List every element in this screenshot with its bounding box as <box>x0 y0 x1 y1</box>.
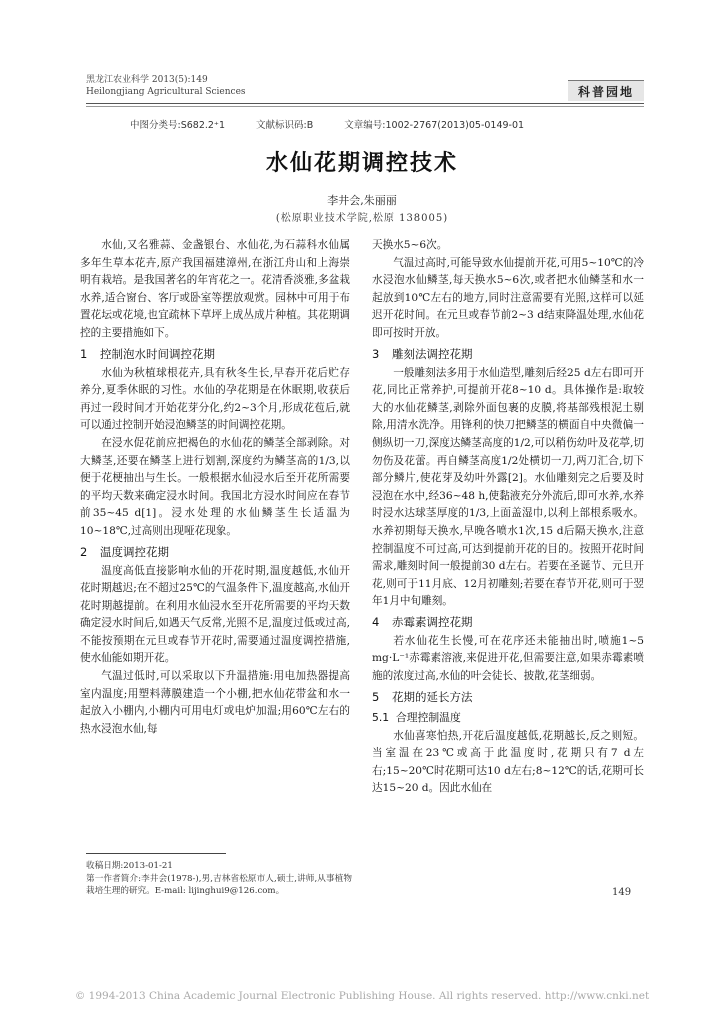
footnote-rule <box>86 853 226 854</box>
article-title: 水仙花期调控技术 <box>265 151 458 176</box>
authors: 李井会,朱丽丽 <box>327 194 397 207</box>
paragraph: 若水仙花生长慢,可在花序还未能抽出时,喷施1~5 mg·L⁻¹赤霉素溶液,来促进开花,但需要注意,如果赤霉素喷施的浓度过高,水仙的叶会徒长、披散,花茎细弱。 <box>372 634 644 683</box>
paragraph: 水仙为秋植球根花卉,具有秋冬生长,早春开花后贮存养分,夏季休眠的习性。水仙的孕花期是在休眠期,收获后再过一段时间才开始花芽分化,约2~3个月,形成花苞后,就可以通过控制开始浸泡鳞茎的时间调控花期。 <box>80 366 350 432</box>
section-number: 2 <box>80 544 88 559</box>
paragraph: 在浸水促花前应把褐色的水仙花的鳞茎全部剥除。对大鳞茎,还要在鳞茎上进行划割,深度约为鳞茎高的1/3,以便于花梗抽出与生长。一般根据水仙浸水后至开花所需要的平均天数来确定浸水时间。我国北方浸水时间应在春节前35~45 d[1]。浸水处理的水仙鳞茎生长适温为10~18℃,过高则出现哑花现象。 <box>80 436 350 537</box>
paragraph: 一般雕刻法多用于水仙造型,雕刻后经25 d左右即可开花,同比正常养护,可提前开花8~10 d。具体操作是:取较大的水仙花鳞茎,剥除外面包裹的皮膜,将基部残根泥土剔除,用清水洗净。用锋利的快刀把鳞茎的横面自中央微偏一侧纵切一刀,深度达鳞茎高度的1/2,可以稍伤幼叶及花葶,切勿伤及花蕾。再自鳞茎高度1/2处横切一刀,两刀汇合,切下部分鳞片,使花芽及幼叶外露[2]。水仙雕刻完之后要及时浸泡在水中,经36~48 h,使黏液充分外流后,即可水养,水养时浸水达球茎厚度的1/3,上面盖湿巾,以利上部根系吸水。水养初期每天换水,早晚各喷水1次,15 d后隔天换水,注意控制温度不可过高,可达到提前开花的目的。按照开花时间需求,雕刻时间一般提前30 d左右。若要在圣诞节、元旦开花,则可于11月底、12月初雕刻;若要在春节开花,则可于翌年1月中旬雕刻。 <box>372 366 644 608</box>
author-info: 第一作者简介:李井会(1978-),男,吉林省松原市人,硕士,讲师,从事植物栽培生理的研究。E-mail: lijinghui9@126.com。 <box>86 873 352 896</box>
subsection-title: 合理控制温度 <box>396 710 461 724</box>
section-tag: 科普园地 <box>568 80 644 101</box>
page-number: 149 <box>612 887 632 898</box>
paragraph-continued: 天换水5~6次。 <box>372 239 448 251</box>
section-heading-2 <box>80 541 350 563</box>
left-column <box>80 237 350 738</box>
intro-paragraph: 水仙,又名雅蒜、金盏银台、水仙花,为石蒜科水仙属多年生草本花卉,原产我国福建漳州,在浙江舟山和上海崇明有栽培。是我国著名的年宵花之一。花清香淡雅,多盆栽水养,适合窗台、客厅或卧室等摆放观赏。园林中可用于布置花坛或花境,也宜疏林下草坪上成丛成片种植。其花期调控的主要措施如下。 <box>80 239 350 339</box>
section-number: 1 <box>80 346 88 361</box>
section-number: 4 <box>372 614 380 629</box>
received-date: 收稿日期:2013-01-21 <box>86 861 173 871</box>
classification-line <box>130 117 552 131</box>
document-code: 文献标识码:B <box>256 120 314 131</box>
clc-number: 中图分类号:S682.2⁺1 <box>130 120 225 131</box>
copyright-watermark: © 1994-2013 China Academic Journal Electronic Publishing House. All rights reserved. http://www.cnki.net <box>74 990 650 1002</box>
section-title: 控制泡水时间调控花期 <box>100 346 215 361</box>
right-column <box>372 237 644 798</box>
paragraph: 水仙喜寒怕热,开花后温度越低,花期越长,反之则短。当室温在23℃或高于此温度时,花期只有7 d左右;15~20℃时花期可达10 d左右;8~12℃的话,花期可长达15~20 d。因此水仙在 <box>372 729 644 795</box>
section-heading-3 <box>372 343 644 365</box>
subsection-heading-5-1 <box>372 708 644 728</box>
section-title: 赤霉素调控花期 <box>392 614 473 629</box>
paragraph: 气温过低时,可以采取以下升温措施:用电加热器提高室内温度;用塑料薄膜建造一个小棚,把水仙花带盆和水一起放入小棚内,小棚内可用电灯或电炉加温;用60℃左右的热水浸泡水仙,每 <box>80 670 350 735</box>
paragraph: 气温过高时,可能导致水仙提前开花,可用5~10℃的冷水浸泡水仙鳞茎,每天换水5~6次,或者把水仙鳞茎和水一起放到10℃左右的地方,同时注意需要有光照,这样可以延迟开花时间。在元旦或春节前2~3 d结束降温处理,水仙花即可按时开放。 <box>372 256 644 339</box>
journal-name-cn: 黑龙江农业科学 2013(5):149 <box>86 75 208 85</box>
section-title: 花期的延长方法 <box>392 689 473 704</box>
header-rule <box>86 103 644 104</box>
subsection-number: 5.1 <box>372 710 390 724</box>
section-number: 3 <box>372 346 380 361</box>
section-title: 雕刻法调控花期 <box>392 346 473 361</box>
journal-name-en: Heilongjiang Agricultural Sciences <box>86 87 246 97</box>
article-number: 文章编号:1002-2767(2013)05-0149-01 <box>344 120 525 131</box>
affiliation: (松原职业技术学院,松原 138005) <box>275 213 449 224</box>
footnote <box>86 860 352 898</box>
section-heading-1 <box>80 343 350 365</box>
paragraph: 温度高低直接影响水仙的开花时期,温度越低,水仙开花时期越迟;在不超过25℃的气温条件下,温度越高,水仙开花时期越提前。在利用水仙浸水至开花所需要的平均天数确定浸水时间后,如遇天气反常,光照不足,温度过低或过高,不能按预期在元旦或春节开花时,需要通过温度调控措施,使水仙能如期开花。 <box>80 564 350 665</box>
header-rule-thin <box>86 106 644 107</box>
section-number: 5 <box>372 689 380 704</box>
section-title: 温度调控花期 <box>100 544 169 559</box>
section-heading-4 <box>372 611 644 633</box>
running-header <box>86 74 246 98</box>
section-heading-5 <box>372 686 644 708</box>
